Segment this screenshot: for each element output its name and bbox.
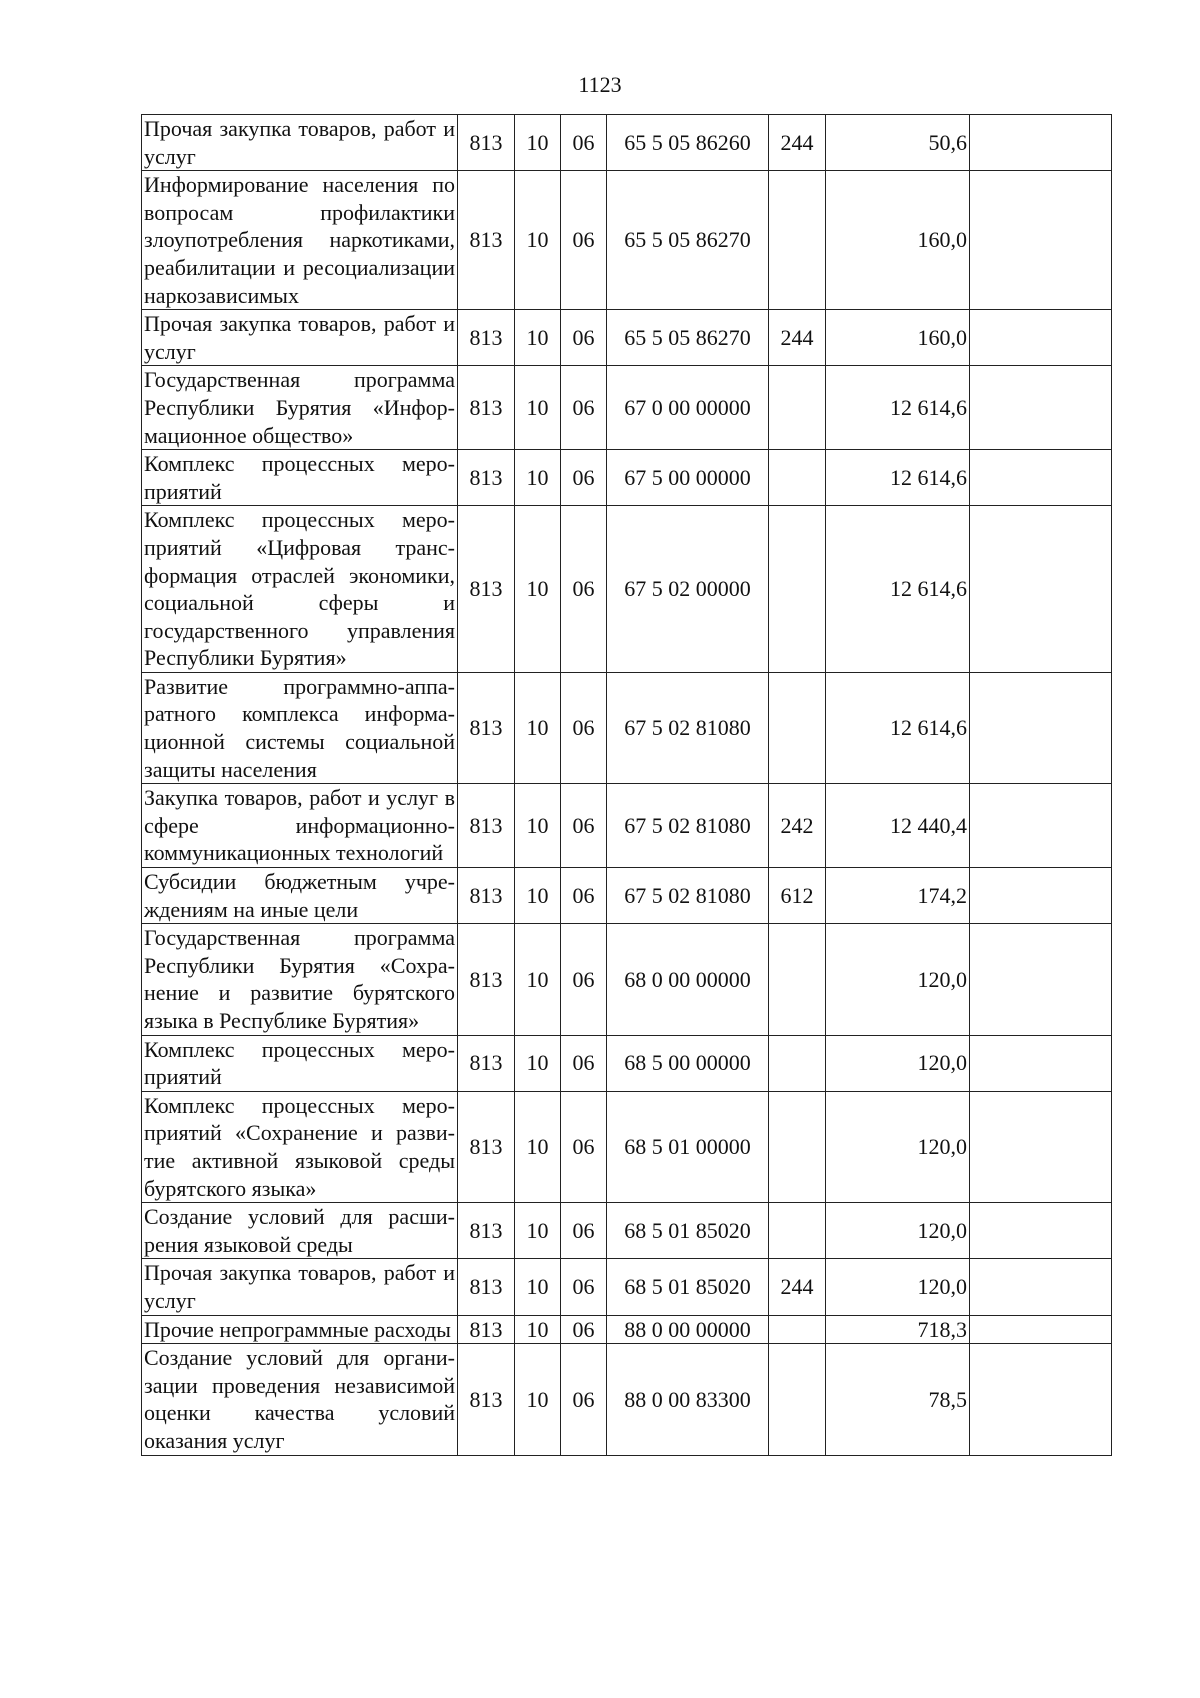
amount: 160,0	[826, 171, 970, 310]
ministry-code: 813	[458, 366, 515, 450]
empty-cell	[970, 115, 1112, 171]
subsection-code: 06	[561, 506, 607, 673]
row-description: Прочая закупка товаров, работ и услуг	[142, 1259, 458, 1315]
table-row	[142, 506, 1112, 673]
table-row	[142, 924, 1112, 1035]
row-description: Комплекс процессных мероприятий	[142, 1035, 458, 1091]
expense-kind-code	[769, 924, 826, 1035]
target-article-code: 67 5 02 00000	[607, 506, 769, 673]
table-row	[142, 1315, 1112, 1344]
subsection-code: 06	[561, 1259, 607, 1315]
section-code: 10	[515, 1344, 561, 1455]
ministry-code: 813	[458, 924, 515, 1035]
expense-kind-code	[769, 506, 826, 673]
ministry-code: 813	[458, 1091, 515, 1202]
target-article-code: 67 5 00 00000	[607, 450, 769, 506]
empty-cell	[970, 366, 1112, 450]
expense-kind-code	[769, 171, 826, 310]
target-article-code: 67 5 02 81080	[607, 672, 769, 783]
empty-cell	[970, 1344, 1112, 1455]
target-article-code: 68 5 01 85020	[607, 1259, 769, 1315]
ministry-code: 813	[458, 868, 515, 924]
target-article-code: 68 5 01 00000	[607, 1091, 769, 1202]
section-code: 10	[515, 1203, 561, 1259]
subsection-code: 06	[561, 115, 607, 171]
amount: 12 440,4	[826, 784, 970, 868]
section-code: 10	[515, 115, 561, 171]
empty-cell	[970, 1315, 1112, 1344]
amount: 12 614,6	[826, 672, 970, 783]
amount: 12 614,6	[826, 366, 970, 450]
table-row	[142, 115, 1112, 171]
table-row	[142, 1035, 1112, 1091]
ministry-code: 813	[458, 310, 515, 366]
ministry-code: 813	[458, 1315, 515, 1344]
target-article-code: 88 0 00 00000	[607, 1315, 769, 1344]
ministry-code: 813	[458, 171, 515, 310]
row-description: Развитие программно-аппаратного комплекса информационной системы социальной защиты населения	[142, 672, 458, 783]
empty-cell	[970, 506, 1112, 673]
ministry-code: 813	[458, 672, 515, 783]
expense-kind-code	[769, 1203, 826, 1259]
subsection-code: 06	[561, 868, 607, 924]
ministry-code: 813	[458, 1035, 515, 1091]
ministry-code: 813	[458, 450, 515, 506]
subsection-code: 06	[561, 924, 607, 1035]
ministry-code: 813	[458, 784, 515, 868]
subsection-code: 06	[561, 171, 607, 310]
table-row	[142, 366, 1112, 450]
expense-kind-code	[769, 1091, 826, 1202]
section-code: 10	[515, 784, 561, 868]
subsection-code: 06	[561, 1344, 607, 1455]
ministry-code: 813	[458, 1259, 515, 1315]
amount: 120,0	[826, 1203, 970, 1259]
section-code: 10	[515, 171, 561, 310]
row-description: Комплекс процессных мероприятий «Цифровая трансформация отраслей экономики, социальной сферы и государственного управления Республики Бурятия»	[142, 506, 458, 673]
row-description: Прочие непрограммные расходы	[142, 1315, 458, 1344]
section-code: 10	[515, 506, 561, 673]
target-article-code: 88 0 00 83300	[607, 1344, 769, 1455]
section-code: 10	[515, 1091, 561, 1202]
empty-cell	[970, 1091, 1112, 1202]
expense-kind-code	[769, 450, 826, 506]
amount: 120,0	[826, 1259, 970, 1315]
amount: 160,0	[826, 310, 970, 366]
ministry-code: 813	[458, 1344, 515, 1455]
table-row	[142, 868, 1112, 924]
row-description: Прочая закупка товаров, работ и услуг	[142, 310, 458, 366]
expense-kind-code	[769, 1035, 826, 1091]
empty-cell	[970, 784, 1112, 868]
budget-table	[141, 114, 1112, 1456]
row-description: Комплекс процессных мероприятий	[142, 450, 458, 506]
subsection-code: 06	[561, 1315, 607, 1344]
subsection-code: 06	[561, 1203, 607, 1259]
expense-kind-code	[769, 672, 826, 783]
table-row	[142, 1344, 1112, 1455]
ministry-code: 813	[458, 1203, 515, 1259]
empty-cell	[970, 1203, 1112, 1259]
target-article-code: 65 5 05 86270	[607, 171, 769, 310]
section-code: 10	[515, 1315, 561, 1344]
expense-kind-code: 244	[769, 310, 826, 366]
page-number: 1123	[578, 72, 622, 97]
row-description: Информирование населения по вопросам профилактики злоупотребления наркотиками, реабилитации и ресоциализации наркозависимых	[142, 171, 458, 310]
target-article-code: 67 5 02 81080	[607, 868, 769, 924]
subsection-code: 06	[561, 784, 607, 868]
section-code: 10	[515, 924, 561, 1035]
target-article-code: 68 5 01 85020	[607, 1203, 769, 1259]
section-code: 10	[515, 1035, 561, 1091]
row-description: Субсидии бюджетным учреждениям на иные цели	[142, 868, 458, 924]
empty-cell	[970, 310, 1112, 366]
row-description: Государственная программа Республики Бурятия «Информационное общество»	[142, 366, 458, 450]
row-description: Создание условий для организации проведения независимой оценки качества условий оказания услуг	[142, 1344, 458, 1455]
table-row	[142, 672, 1112, 783]
ministry-code: 813	[458, 115, 515, 171]
target-article-code: 65 5 05 86260	[607, 115, 769, 171]
expense-kind-code	[769, 366, 826, 450]
table-row	[142, 171, 1112, 310]
target-article-code: 68 0 00 00000	[607, 924, 769, 1035]
empty-cell	[970, 672, 1112, 783]
subsection-code: 06	[561, 1091, 607, 1202]
target-article-code: 67 0 00 00000	[607, 366, 769, 450]
subsection-code: 06	[561, 450, 607, 506]
target-article-code: 68 5 00 00000	[607, 1035, 769, 1091]
expense-kind-code: 242	[769, 784, 826, 868]
budget-table-body	[142, 115, 1112, 1456]
table-row	[142, 1203, 1112, 1259]
expense-kind-code: 244	[769, 115, 826, 171]
amount: 174,2	[826, 868, 970, 924]
expense-kind-code: 612	[769, 868, 826, 924]
amount: 12 614,6	[826, 506, 970, 673]
subsection-code: 06	[561, 310, 607, 366]
table-row	[142, 1259, 1112, 1315]
table-row	[142, 310, 1112, 366]
ministry-code: 813	[458, 506, 515, 673]
row-description: Создание условий для расширения языковой среды	[142, 1203, 458, 1259]
section-code: 10	[515, 450, 561, 506]
table-row	[142, 450, 1112, 506]
row-description: Государственная программа Республики Бурятия «Сохранение и развитие бурятского языка в Республике Бурятия»	[142, 924, 458, 1035]
empty-cell	[970, 450, 1112, 506]
empty-cell	[970, 1259, 1112, 1315]
amount: 78,5	[826, 1344, 970, 1455]
section-code: 10	[515, 310, 561, 366]
section-code: 10	[515, 868, 561, 924]
amount: 120,0	[826, 924, 970, 1035]
expense-kind-code: 244	[769, 1259, 826, 1315]
expense-kind-code	[769, 1315, 826, 1344]
empty-cell	[970, 171, 1112, 310]
amount: 120,0	[826, 1091, 970, 1202]
amount: 50,6	[826, 115, 970, 171]
subsection-code: 06	[561, 672, 607, 783]
table-row	[142, 1091, 1112, 1202]
section-code: 10	[515, 1259, 561, 1315]
row-description: Прочая закупка товаров, работ и услуг	[142, 115, 458, 171]
empty-cell	[970, 924, 1112, 1035]
table-row	[142, 784, 1112, 868]
empty-cell	[970, 1035, 1112, 1091]
subsection-code: 06	[561, 1035, 607, 1091]
amount: 120,0	[826, 1035, 970, 1091]
amount: 718,3	[826, 1315, 970, 1344]
target-article-code: 65 5 05 86270	[607, 310, 769, 366]
expense-kind-code	[769, 1344, 826, 1455]
subsection-code: 06	[561, 366, 607, 450]
row-description: Комплекс процессных мероприятий «Сохранение и развитие активной языковой среды бурятского языка»	[142, 1091, 458, 1202]
amount: 12 614,6	[826, 450, 970, 506]
empty-cell	[970, 868, 1112, 924]
target-article-code: 67 5 02 81080	[607, 784, 769, 868]
section-code: 10	[515, 366, 561, 450]
section-code: 10	[515, 672, 561, 783]
row-description: Закупка товаров, работ и услуг в сфере информационно-коммуникационных технологий	[142, 784, 458, 868]
